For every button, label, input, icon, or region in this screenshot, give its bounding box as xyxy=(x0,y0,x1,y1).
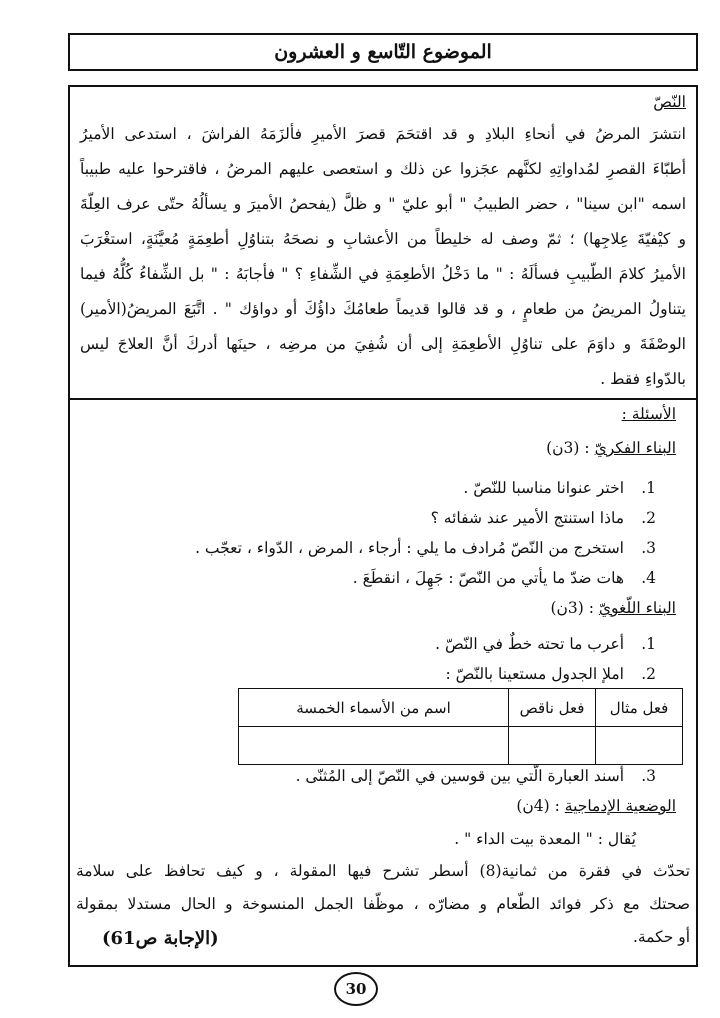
question-text: هات ضدّ ما يأتي من النّصّ : جَهِلَ ، انقطَعَ . xyxy=(352,569,624,587)
linguistic-heading: البناء اللّغويّ xyxy=(598,599,676,617)
linguistic-heading-row xyxy=(80,599,676,617)
question-text: املإ الجدول مستعينا بالنّصّ : xyxy=(445,665,624,683)
cognitive-points: : (3ن) xyxy=(546,439,590,457)
verbs-table xyxy=(238,688,683,765)
question-text: أعرب ما تحته خطٌ في النّصّ . xyxy=(435,635,624,653)
integration-quote: يُقال : " المعدة بيت الداء " . xyxy=(454,830,636,848)
task-line-1: تحدّث في فقرة من ثمانية(8) أسطر تشرح فيها المقولة ، و كيف تحافظ على سلامة xyxy=(76,862,690,880)
question-number: 1. xyxy=(641,479,656,497)
table-cell[interactable] xyxy=(596,727,683,765)
answer-reference: (الإجابة ص61) xyxy=(102,928,219,949)
task-line-3: أو حكمة. xyxy=(632,928,690,946)
text-line-3: اسمه "ابن سينا" ، حضر الطبيبُ " أبو عليّ " و ظلَّ (يفحصُ الأميرَ و يسألُهُ حتّى عرف العِلّةَ xyxy=(80,195,686,213)
section-divider xyxy=(70,398,696,400)
questions-heading: الأسئلة : xyxy=(621,405,676,423)
question-number: 2. xyxy=(641,509,656,527)
page-number: 30 xyxy=(334,972,378,1006)
question-text: استخرج من النّصّ مُرادف ما يلي : أرجاء ، المرض ، الدّواء ، تعجّب . xyxy=(195,539,624,557)
table-cell[interactable] xyxy=(509,727,596,765)
table-header: فعل ناقص xyxy=(509,689,596,727)
table-row xyxy=(239,727,683,765)
table-cell[interactable] xyxy=(239,727,509,765)
page-title: الموضوع التّاسع و العشرون xyxy=(274,41,492,63)
question-number: 3. xyxy=(641,539,656,557)
integration-heading-row xyxy=(80,797,676,815)
linguistic-points: : (3ن) xyxy=(550,599,594,617)
integration-heading: الوضعية الإدماجية xyxy=(564,797,676,815)
table-header: فعل مثال xyxy=(596,689,683,727)
text-line-4: و كيْفيّةَ عِلاجِها) ؛ ثمّ وصف له خليطاً من الأعشابِ و نصحَهُ بتناوُلِ أطعِمَةٍ مُعيَّنَةٍ، استغْرَبَ xyxy=(80,230,686,248)
cognitive-heading-row xyxy=(80,439,676,457)
text-line-2: أطبّاءَ القصرِ لمُداواتِهِ لكنَّهم عجَزوا عن ذلك و استعصى عليهم المرضُ ، فاقترحوا عليه طبيباً xyxy=(80,160,686,178)
title-box xyxy=(68,33,698,71)
question-number: 2. xyxy=(641,665,656,683)
question-text: أسند العبارة الّتي بين قوسين في النّصّ إلى المُثنّى . xyxy=(295,767,624,785)
table-header: اسم من الأسماء الخمسة xyxy=(239,689,509,727)
table-header-row xyxy=(239,689,683,727)
question-number: 3. xyxy=(641,767,656,785)
text-line-5: الأميرُ كلامَ الطّبيبِ فسألَهُ : " ما دَخْلُ الأطعِمَةِ في الشِّفاءِ ؟ " فأجابَهُ : " بل الشِّفاءُ كُلُّهُ فيما xyxy=(80,265,686,283)
text-line-6: يتناولُ المريضُ من طعامٍ ، و قد قالوا قديماً طعامُكَ داؤُكَ أو دواؤك " . اتَّبَعَ المريضُ(الأمير) xyxy=(80,300,686,318)
question-text: ماذا استنتج الأمير عند شفائه ؟ xyxy=(430,509,624,527)
cognitive-heading: البناء الفكريّ xyxy=(594,439,676,457)
task-line-2: صحتك مع ذكر فوائد الطّعام و مضارّه ، موظّفا الجمل المنسوخة و الحال مستدلا بمقولة xyxy=(76,895,690,913)
text-line-1: انتشرَ المرضُ في أنحاءِ البلادِ و قد اقتحَمَ قصرَ الأميرِ فألزَمَهُ الفراشَ ، استدعى الأميرُ xyxy=(80,125,686,143)
content-box xyxy=(68,85,698,967)
text-line-7: الوصْفَةَ و داوَمَ على تناوُلِ الأطعِمَةِ إلى أن شُفِيَ من مرضِه ، حينَها أدركَ أنَّ العلاجَ ليس xyxy=(80,335,686,353)
text-heading: النّصّ xyxy=(653,93,686,111)
integration-points: : (4ن) xyxy=(516,797,560,815)
question-number: 1. xyxy=(641,635,656,653)
text-line-8: بالدّواءِ فقط . xyxy=(600,370,686,388)
question-number: 4. xyxy=(641,569,656,587)
question-text: اختر عنوانا مناسبا للنّصّ . xyxy=(463,479,624,497)
